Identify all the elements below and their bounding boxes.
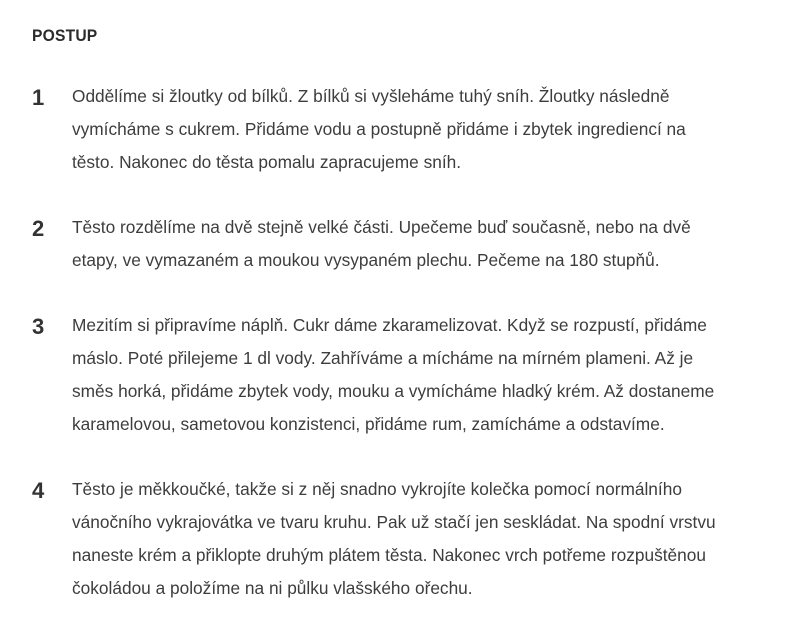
step-item xyxy=(32,211,777,277)
step-item xyxy=(32,309,777,441)
step-line: vánočního vykrajovátka ve tvaru kruhu. Pak už stačí jen seskládat. Na spodní vrstvu xyxy=(72,512,716,532)
step-line: máslo. Poté přilejeme 1 dl vody. Zahříváme a mícháme na mírném plameni. Až je xyxy=(72,348,694,368)
step-line: těsto. Nakonec do těsta pomalu zapracujeme sníh. xyxy=(72,152,462,172)
step-line: Mezitím si připravíme náplň. Cukr dáme zkaramelizovat. Když se rozpustí, přidáme xyxy=(72,315,707,335)
step-number: 1 xyxy=(32,85,45,110)
procedure-heading: POSTUP xyxy=(32,26,98,45)
step-line: směs horká, přidáme zbytek vody, mouku a vymícháme hladký krém. Až dostaneme xyxy=(72,381,715,401)
step-line: naneste krém a přiklopte druhým plátem těsta. Nakonec vrch potřeme rozpuštěnou xyxy=(72,545,706,565)
step-line: čokoládou a položíme na ni půlku vlašského ořechu. xyxy=(72,578,473,598)
step-number: 2 xyxy=(32,216,45,241)
step-text xyxy=(72,80,777,179)
step-text xyxy=(72,473,777,605)
steps-list xyxy=(32,80,777,605)
step-number: 4 xyxy=(32,478,45,503)
step-number: 3 xyxy=(32,314,45,339)
step-line: vymícháme s cukrem. Přidáme vodu a postupně přidáme i zbytek ingrediencí na xyxy=(72,119,686,139)
step-text xyxy=(72,309,777,441)
step-line: Těsto je měkkoučké, takže si z něj snadno vykrojíte kolečka pomocí normálního xyxy=(72,479,682,499)
step-item xyxy=(32,80,777,179)
step-text xyxy=(72,211,777,277)
step-line: Těsto rozdělíme na dvě stejně velké části. Upečeme buď současně, nebo na dvě xyxy=(72,217,691,237)
step-item xyxy=(32,473,777,605)
step-line: Oddělíme si žloutky od bílků. Z bílků si vyšleháme tuhý sníh. Žloutky následně xyxy=(72,86,670,106)
step-line: etapy, ve vymazaném a moukou vysypaném plechu. Pečeme na 180 stupňů. xyxy=(72,250,660,270)
step-line: karamelovou, sametovou konzistenci, přidáme rum, zamícháme a odstavíme. xyxy=(72,414,665,434)
